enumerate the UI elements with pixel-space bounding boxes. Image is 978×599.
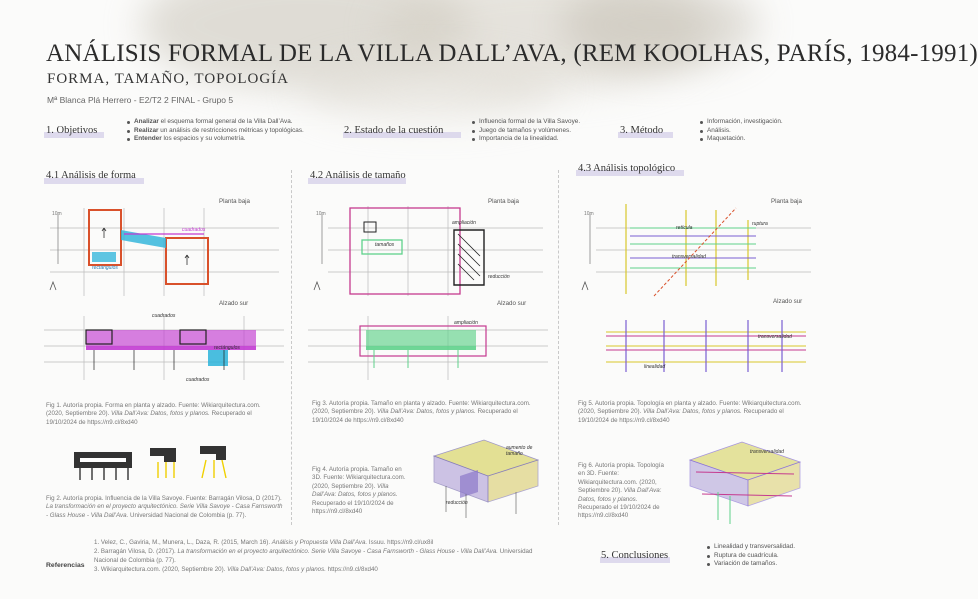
heading-forma: 4.1 Análisis de forma bbox=[46, 170, 136, 181]
list-item: Linealidad y transversalidad. bbox=[707, 543, 795, 552]
tamano-elevation-drawing bbox=[308, 310, 548, 390]
topologico-plan-drawing bbox=[576, 200, 816, 300]
annotation: ampliación bbox=[454, 320, 478, 326]
list-estado bbox=[472, 118, 580, 144]
topologico-3d-drawing bbox=[682, 432, 812, 528]
list-objetivos bbox=[127, 118, 304, 144]
column-divider bbox=[558, 170, 559, 525]
list-item: Juego de tamaños y volúmenes. bbox=[472, 127, 580, 136]
reference-item: 3. Wikiarquitectura.com. (2020, Septiembre 20). Villa Dall’Ava: Datos, fotos y planos. https://n9.cl/8xd40 bbox=[94, 566, 378, 573]
forma-plan-drawing bbox=[44, 200, 284, 300]
heading-estado: 2. Estado de la cuestión bbox=[344, 125, 444, 136]
references-list bbox=[94, 538, 544, 574]
page-subtitle: FORMA, TAMAÑO, TOPOLOGÍA bbox=[47, 71, 289, 87]
label-planta: Planta baja bbox=[771, 198, 802, 205]
annotation: retícula bbox=[676, 225, 693, 231]
label-planta: Planta baja bbox=[219, 198, 250, 205]
column-divider bbox=[291, 170, 292, 525]
list-item: Entender los espacios y su volumetría. bbox=[127, 135, 304, 144]
list-metodo bbox=[700, 118, 783, 144]
scale-label: 10m bbox=[52, 211, 62, 217]
label-planta: Planta baja bbox=[488, 198, 519, 205]
list-item: Ruptura de cuadrícula. bbox=[707, 552, 795, 561]
annotation: ampliación bbox=[452, 220, 476, 226]
figure-caption-5: Fig 5. Autoría propia. Topología en planta y alzado. Fuente: Wikiarquitectura.com. (2020, Septiembre 20). Villa Dall’Ava: Datos, fotos y planos. Recuperado el 19/10/2024 de https://n9.cl/8xd40 bbox=[578, 400, 802, 424]
list-item: Importancia de la linealidad. bbox=[472, 135, 580, 144]
annotation: rectángulos bbox=[214, 345, 240, 351]
annotation: cuadrados bbox=[182, 227, 206, 233]
heading-metodo: 3. Método bbox=[620, 125, 664, 136]
annotation: rectángulos bbox=[92, 265, 118, 271]
savoye-influence-diagram bbox=[74, 444, 254, 488]
list-item: Realizar un análisis de restricciones métricas y topológicas. bbox=[127, 127, 304, 136]
figure-caption-2: Fig 2. Autoría propia. Influencia de la Villa Savoye. Fuente: Barragán Vilosa, D (2017). La transformación en el proyecto arquitectónico. Serie Villa Savoye - Casa Farnsworth - Glass House - Villa Dall’Ava. Universidad Nacional de Colombia (p. 77). bbox=[46, 495, 283, 519]
annotation: aumento de tamaño bbox=[506, 445, 533, 457]
list-item: Analizar el esquema formal general de la Villa Dall’Ava. bbox=[127, 118, 304, 127]
list-item: Análisis. bbox=[700, 127, 783, 136]
list-item: Información, investigación. bbox=[700, 118, 783, 127]
annotation: transversalidad bbox=[758, 334, 792, 340]
heading-referencias: Referencias bbox=[46, 562, 85, 569]
annotation: tamaños bbox=[375, 242, 395, 248]
annotation: transversalidad bbox=[672, 254, 706, 260]
reference-item: 2. Barragán Vilosa, D. (2017). La transformación en el proyecto arquitectónico. Serie Villa Savoye - Casa Farnsworth - Glass House - Villa Dall’Ava. Universidad Nacional de Colombia (p. 77). bbox=[94, 548, 533, 564]
heading-conclusiones: 5. Conclusiones bbox=[601, 550, 669, 561]
annotation: reducción bbox=[446, 500, 468, 506]
label-alzado: Alzado sur bbox=[497, 300, 527, 307]
list-item: Influencia formal de la Villa Savoye. bbox=[472, 118, 580, 127]
annotation: reducción bbox=[488, 274, 510, 280]
annotation: transversalidad bbox=[750, 449, 784, 455]
label-alzado: Alzado sur bbox=[219, 300, 249, 307]
topologico-elevation-drawing bbox=[576, 310, 816, 390]
list-item: Maquetación. bbox=[700, 135, 783, 144]
annotation: ruptura bbox=[752, 221, 768, 227]
annotation: cuadrados bbox=[152, 313, 176, 319]
figure-caption-1: Fig 1. Autoría propia. Forma en planta y alzado. Fuente: Wikiarquitectura.com. (2020, Septiembre 20). Villa Dall’Ava: Datos, fotos y planos. Recuperado el 19/10/2024 de https://n9.cl/8xd40 bbox=[46, 402, 261, 426]
heading-tamano: 4.2 Análisis de tamaño bbox=[310, 170, 406, 181]
annotation: cuadrados bbox=[186, 377, 210, 383]
heading-objetivos: 1. Objetivos bbox=[46, 125, 98, 136]
scale-label: 10m bbox=[316, 211, 326, 217]
reference-item: 1. Velez, C., Gaviria, M., Munera, L., Daza, R. (2015, March 16). Análisis y Propuesta Villa Dall’Ava. Issuu. https://n9.cl/ux8il bbox=[94, 539, 434, 546]
tamano-plan-drawing bbox=[308, 200, 548, 300]
annotation: linealidad bbox=[644, 364, 666, 370]
list-conclusiones bbox=[707, 543, 795, 569]
figure-caption-4: Fig 4. Autoría propia. Tamaño en 3D. Fuente: Wikiarquitectura.com. (2020, Septiembre 20). Villa Dall’Ava: Datos, fotos y planos. Recuperado el 19/10/2024 de https://n9.cl/8xd40 bbox=[312, 466, 406, 516]
list-item: Variación de tamaños. bbox=[707, 560, 795, 569]
forma-elevation-drawing bbox=[44, 310, 284, 390]
author-line: Mª Blanca Plá Herrero - E2/T2 2 FINAL - Grupo 5 bbox=[47, 95, 234, 105]
label-alzado: Alzado sur bbox=[773, 298, 803, 305]
page-title: ANÁLISIS FORMAL DE LA VILLA DALL’AVA, (REM KOOLHAS, PARÍS, 1984-1991) bbox=[46, 40, 978, 67]
scale-label: 10m bbox=[584, 211, 594, 217]
figure-caption-6: Fig 6. Autoría propia. Topología en 3D. Fuente: Wikiarquitectura.com. (2020, Septiembre 20). Villa Dall’Ava: Datos, fotos y planos. Recuperado el 19/10/2024 de https://n9.cl/8xd40 bbox=[578, 462, 664, 520]
heading-topologico: 4.3 Análisis topológico bbox=[578, 163, 676, 174]
figure-caption-3: Fig 3. Autoría propia. Tamaño en planta y alzado. Fuente: Wikiarquitectura.com. (2020, Septiembre 20). Villa Dall’Ava: Datos, fotos y planos. Recuperado el 19/10/2024 de https://n9.cl/8xd40 bbox=[312, 400, 531, 424]
